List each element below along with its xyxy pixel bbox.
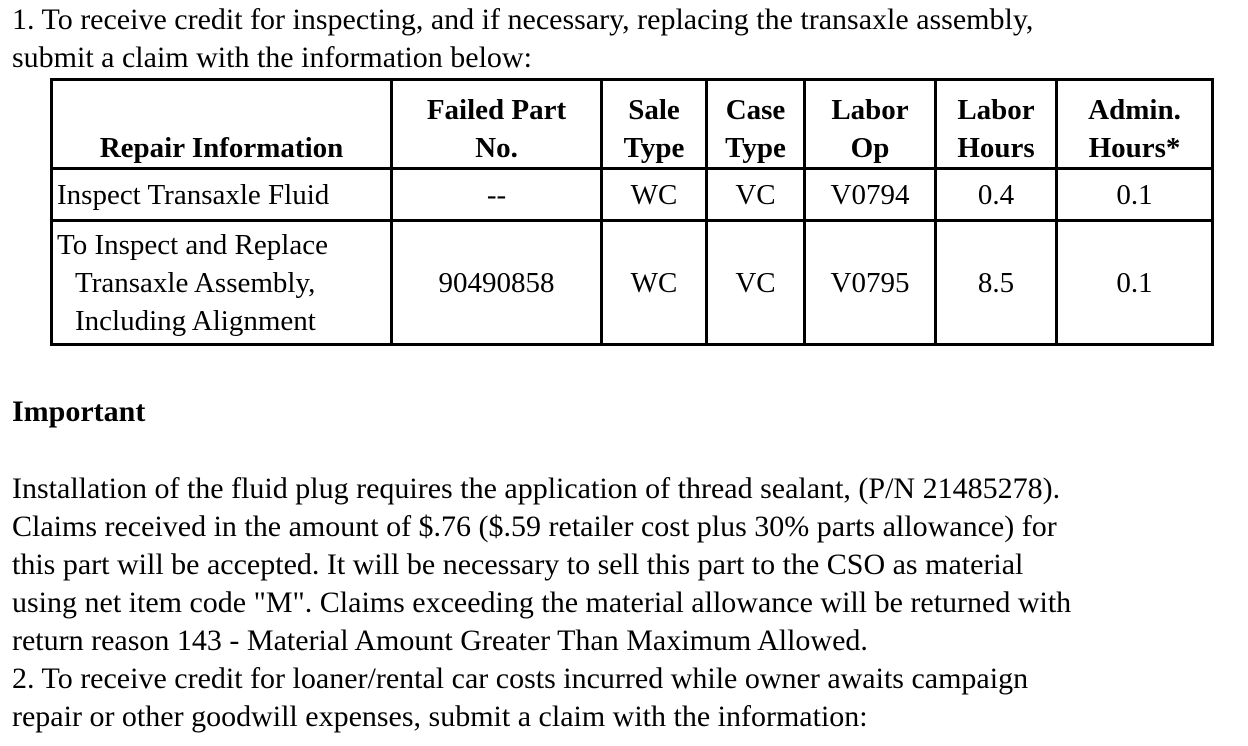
sale-type-cell: WC	[602, 169, 707, 221]
labor-op-cell: V0795	[805, 221, 936, 345]
admin-hours-cell: 0.1	[1057, 169, 1213, 221]
important-heading: Important	[12, 395, 146, 428]
case-type-cell: VC	[707, 221, 805, 345]
repair-information-cell: To Inspect and Replace Transaxle Assembly, Including Alignment	[52, 221, 392, 345]
item2-line-2: repair or other goodwill expenses, submit a claim with the information:	[12, 700, 868, 733]
important-line: this part will be accepted. It will be necessary to sell this part to the CSO as material	[12, 548, 1024, 581]
header-admin-hours: Admin. Hours*	[1057, 80, 1213, 169]
important-line: return reason 143 - Material Amount Greater Than Maximum Allowed.	[12, 624, 868, 657]
table-row	[52, 169, 1213, 221]
intro-line-1: 1. To receive credit for inspecting, and if necessary, replacing the transaxle assembly,	[12, 3, 1034, 36]
repair-information-table	[50, 78, 1214, 346]
important-line: using net item code "M". Claims exceeding the material allowance will be returned with	[12, 586, 1072, 619]
repair-information-cell: Inspect Transaxle Fluid	[52, 169, 392, 221]
sale-type-cell: WC	[602, 221, 707, 345]
header-labor-hours: Labor Hours	[936, 80, 1057, 169]
table-header-row	[52, 80, 1213, 169]
header-failed-part-no: Failed Part No.	[392, 80, 602, 169]
case-type-cell: VC	[707, 169, 805, 221]
intro-line-2: submit a claim with the information below:	[12, 41, 532, 74]
failed-part-cell: --	[392, 169, 602, 221]
header-labor-op: Labor Op	[805, 80, 936, 169]
labor-op-cell: V0794	[805, 169, 936, 221]
important-line: Installation of the fluid plug requires the application of thread sealant, (P/N 21485278).	[12, 472, 1061, 505]
important-line: Claims received in the amount of $.76 ($.59 retailer cost plus 30% parts allowance) for	[12, 510, 1057, 543]
labor-hours-cell: 8.5	[936, 221, 1057, 345]
admin-hours-cell: 0.1	[1057, 221, 1213, 345]
labor-hours-cell: 0.4	[936, 169, 1057, 221]
failed-part-cell: 90490858	[392, 221, 602, 345]
header-case-type: Case Type	[707, 80, 805, 169]
header-repair-information: Repair Information	[52, 80, 392, 169]
item2-line-1: 2. To receive credit for loaner/rental car costs incurred while owner awaits campaign	[12, 662, 1029, 695]
table-row	[52, 221, 1213, 345]
header-sale-type: Sale Type	[602, 80, 707, 169]
